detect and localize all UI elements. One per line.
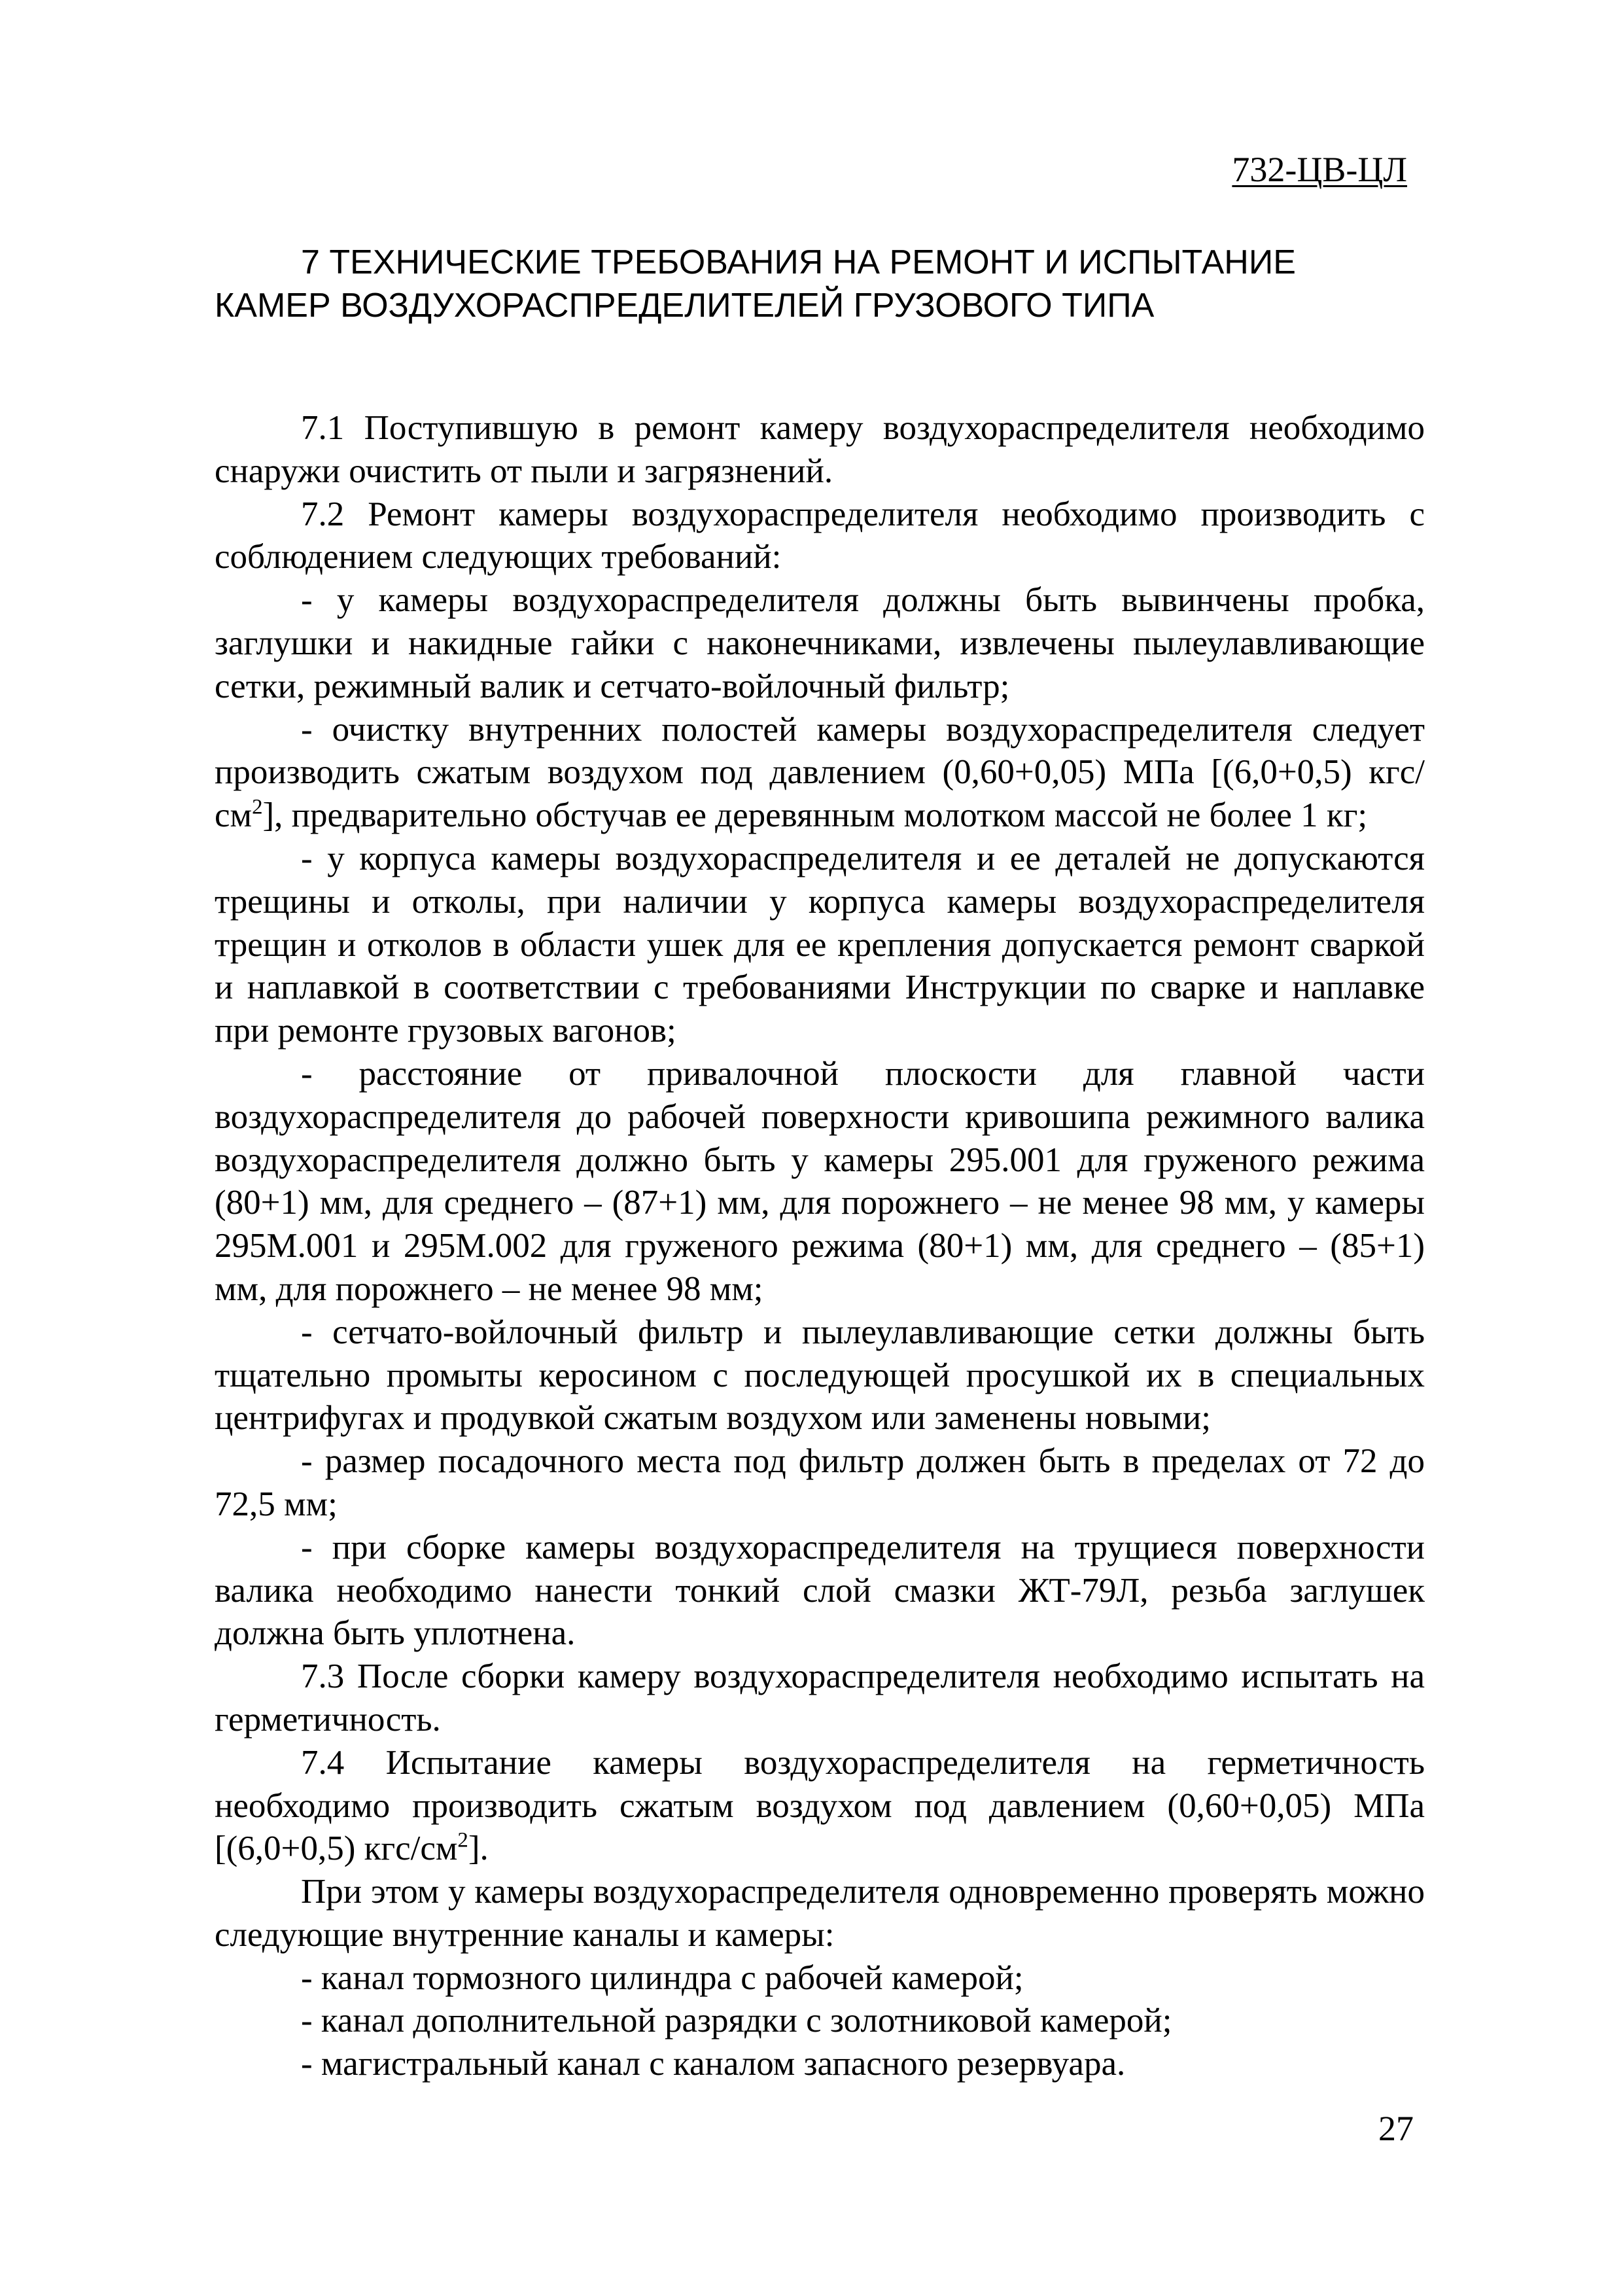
section-body	[215, 407, 1425, 2086]
paragraph-7-1: 7.1 Поступившую в ремонт камеру воздухораспределителя необходимо снаружи очистить от пыли и загрязнений.	[215, 409, 1425, 490]
requirement-item-6: - размер посадочного места под фильтр должен быть в пределах от 72 до 72,5 мм;	[215, 1442, 1425, 1523]
requirement-item-2	[215, 709, 1425, 838]
paragraph-7-4	[215, 1742, 1425, 1871]
requirement-item-1: - у камеры воздухораспределителя должны быть вывинчены пробка, заглушки и накидные гайки с наконечниками, извлечены пылеулавливающие сетки, режимный валик и сетчато-войлочный фильтр;	[215, 581, 1425, 705]
document-code: 732-ЦВ-ЦЛ	[1232, 150, 1407, 189]
paragraph-check-channels: При этом у камеры воздухораспределителя одновременно проверять можно следующие внутренние каналы и камеры:	[215, 1873, 1425, 1954]
section-title-line-1: 7 ТЕХНИЧЕСКИЕ ТРЕБОВАНИЯ НА РЕМОНТ И ИСПЫТАНИЕ	[301, 243, 1296, 281]
paragraph-7-2: 7.2 Ремонт камеры воздухораспределителя необходимо производить с соблюдением следующих требований:	[215, 495, 1425, 576]
requirement-item-4: - расстояние от привалочной плоскости для главной части воздухораспределителя до рабочей поверхности кривошипа режимного валика воздухораспределителя должно быть у камеры 295.001 для груженого режима (80+1) мм, для среднего – (87+1) мм, для порожнего – не менее 98 мм, у камеры 295М.001 и 295М.002 для груженого режима (80+1) мм, для среднего – (85+1) мм, для порожнего – не менее 98 мм;	[215, 1054, 1425, 1308]
section-title-line-2: КАМЕР ВОЗДУХОРАСПРЕДЕЛИТЕЛЕЙ ГРУЗОВОГО ТИПА	[215, 287, 1155, 325]
section-title	[215, 241, 1425, 327]
requirement-item-3: - у корпуса камеры воздухораспределителя и ее деталей не допускаются трещины и отколы, при наличии у корпуса камеры воздухораспределителя трещин и отколов в области ушек для ее крепления допускается ремонт сваркой и наплавкой в соответствии с требованиями Инструкции по сварке и наплавке при ремонте грузовых вагонов;	[215, 839, 1425, 1050]
paragraph-7-3: 7.3 После сборки камеру воздухораспределителя необходимо испытать на герметичность.	[215, 1657, 1425, 1739]
requirement-item-2-text-b: ], предварительно обстучав ее деревянным молотком массой не более 1 кг;	[262, 796, 1368, 835]
paragraph-7-4-text-b: ].	[468, 1829, 489, 1868]
paragraph-7-4-text-a: 7.4 Испытание камеры воздухораспределителя на герметичность необходимо производить сжатым воздухом под давлением (0,60+0,05) МПа [(6,0+0,5) кгс/см	[215, 1743, 1425, 1868]
requirement-item-5: - сетчато-войлочный фильтр и пылеулавливающие сетки должны быть тщательно промыты керосином с последующей просушкой их в специальных центрифугах и продувкой сжатым воздухом или заменены новыми;	[215, 1313, 1425, 1438]
superscript-2: 2	[457, 1828, 468, 1852]
channel-item-3: - магистральный канал с каналом запасного резервуара.	[301, 2045, 1126, 2083]
channel-item-1: - канал тормозного цилиндра с рабочей камерой;	[301, 1958, 1024, 1997]
superscript-2: 2	[252, 795, 263, 819]
requirement-item-2-text-a: - очистку внутренних полостей камеры воздухораспределителя следует производить сжатым воздухом под давлением (0,60+0,05) МПа [(6,0+0,5) кгс/см	[215, 710, 1425, 835]
channel-item-2: - канал дополнительной разрядки с золотниковой камерой;	[301, 2002, 1172, 2040]
page-number: 27	[1378, 2109, 1414, 2148]
requirement-item-7: - при сборке камеры воздухораспределителя на трущиеся поверхности валика необходимо нанести тонкий слой смазки ЖТ-79Л, резьба заглушек должна быть уплотнена.	[215, 1528, 1425, 1653]
